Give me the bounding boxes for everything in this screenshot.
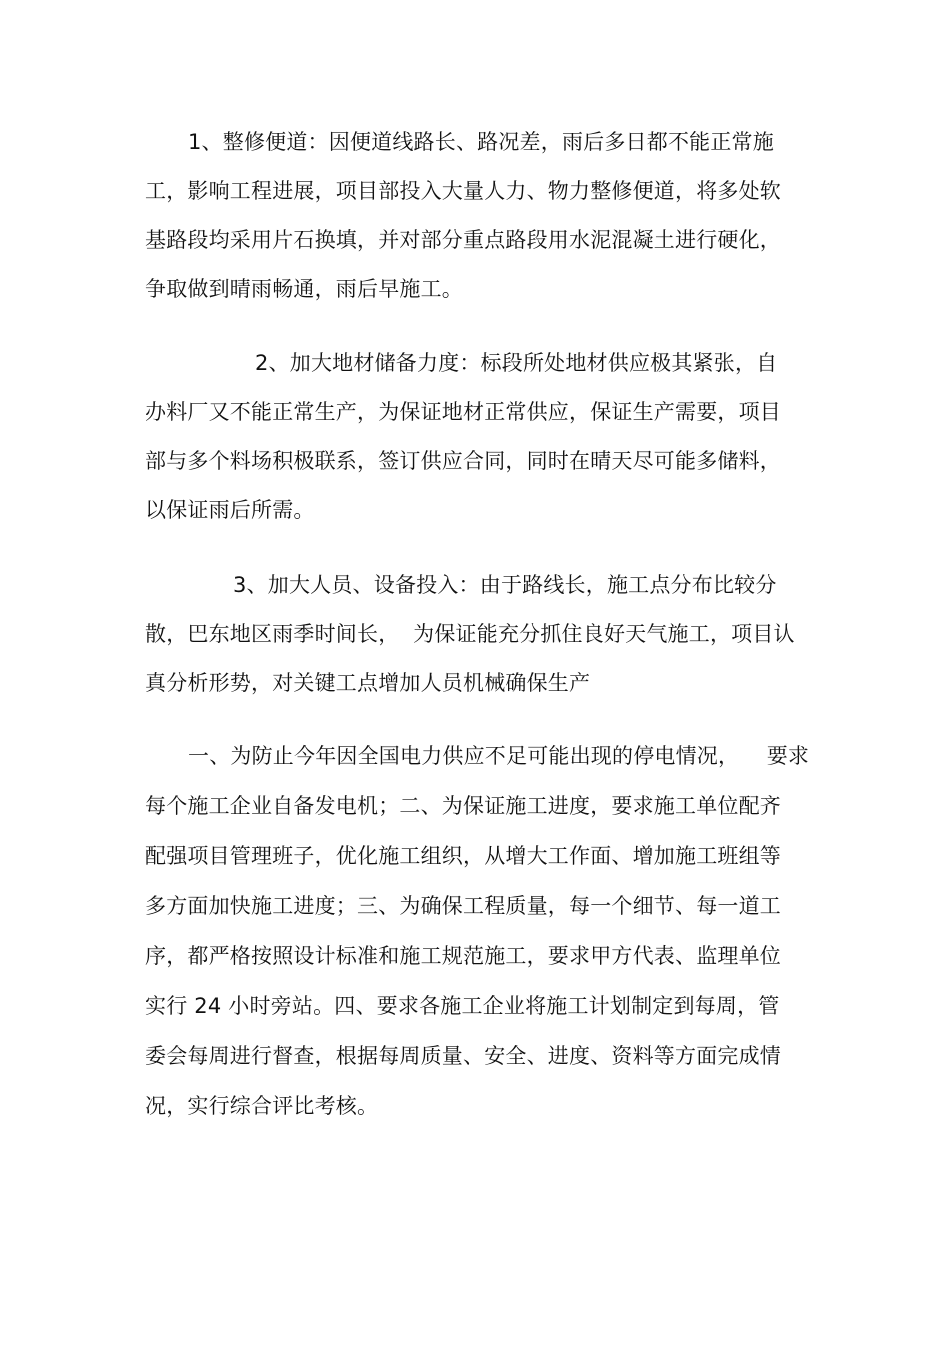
paragraph-1-line-2: 工，影响工程进展，项目部投入大量人力、物力整修便道，将多处软 bbox=[145, 179, 781, 203]
paragraph-1-line-1: 1、整修便道：因便道线路长、路况差，雨后多日都不能正常施 bbox=[188, 130, 774, 154]
paragraph-4-line-8: 况，实行综合评比考核。 bbox=[145, 1094, 379, 1118]
paragraph-4-line-3: 配强项目管理班子，优化施工组织，从增大工作面、增加施工班组等 bbox=[145, 844, 781, 868]
paragraph-3-line-1: 3、加大人员、设备投入：由于路线长，施工点分布比较分 bbox=[233, 573, 777, 597]
paragraph-4-line-2: 每个施工企业自备发电机；二、为保证施工进度，要求施工单位配齐 bbox=[145, 794, 781, 818]
paragraph-3-line-3: 真分析形势，对关键工点增加人员机械确保生产 bbox=[145, 671, 591, 695]
paragraph-4-line-7: 委会每周进行督查，根据每周质量、安全、进度、资料等方面完成情 bbox=[145, 1044, 781, 1068]
paragraph-1-line-4: 争取做到晴雨畅通，雨后早施工。 bbox=[145, 277, 463, 301]
paragraph-4-line-5: 序，都严格按照设计标准和施工规范施工，要求甲方代表、监理单位 bbox=[145, 944, 781, 968]
paragraph-2-line-1: 2、加大地材储备力度：标段所处地材供应极其紧张，自 bbox=[255, 351, 778, 375]
paragraph-2-line-3: 部与多个料场积极联系，签订供应合同，同时在晴天尽可能多储料， bbox=[145, 449, 781, 473]
paragraph-2-line-2: 办料厂又不能正常生产，为保证地材正常供应，保证生产需要，项目 bbox=[145, 400, 781, 424]
paragraph-4-line-4: 多方面加快施工进度；三、为确保工程质量，每一个细节、每一道工 bbox=[145, 894, 781, 918]
paragraph-1-line-3: 基路段均采用片石换填，并对部分重点路段用水泥混凝土进行硬化， bbox=[145, 228, 781, 252]
paragraph-2-line-4: 以保证雨后所需。 bbox=[145, 498, 315, 522]
paragraph-3-line-2: 散，巴东地区雨季时间长， 为保证能充分抓住良好天气施工，项目认 bbox=[145, 622, 795, 646]
paragraph-4-line-6: 实行 24 小时旁站。四、要求各施工企业将施工计划制定到每周，管 bbox=[145, 994, 780, 1018]
paragraph-4-line-1: 一、为防止今年因全国电力供应不足可能出现的停电情况， 要求 bbox=[188, 744, 810, 768]
